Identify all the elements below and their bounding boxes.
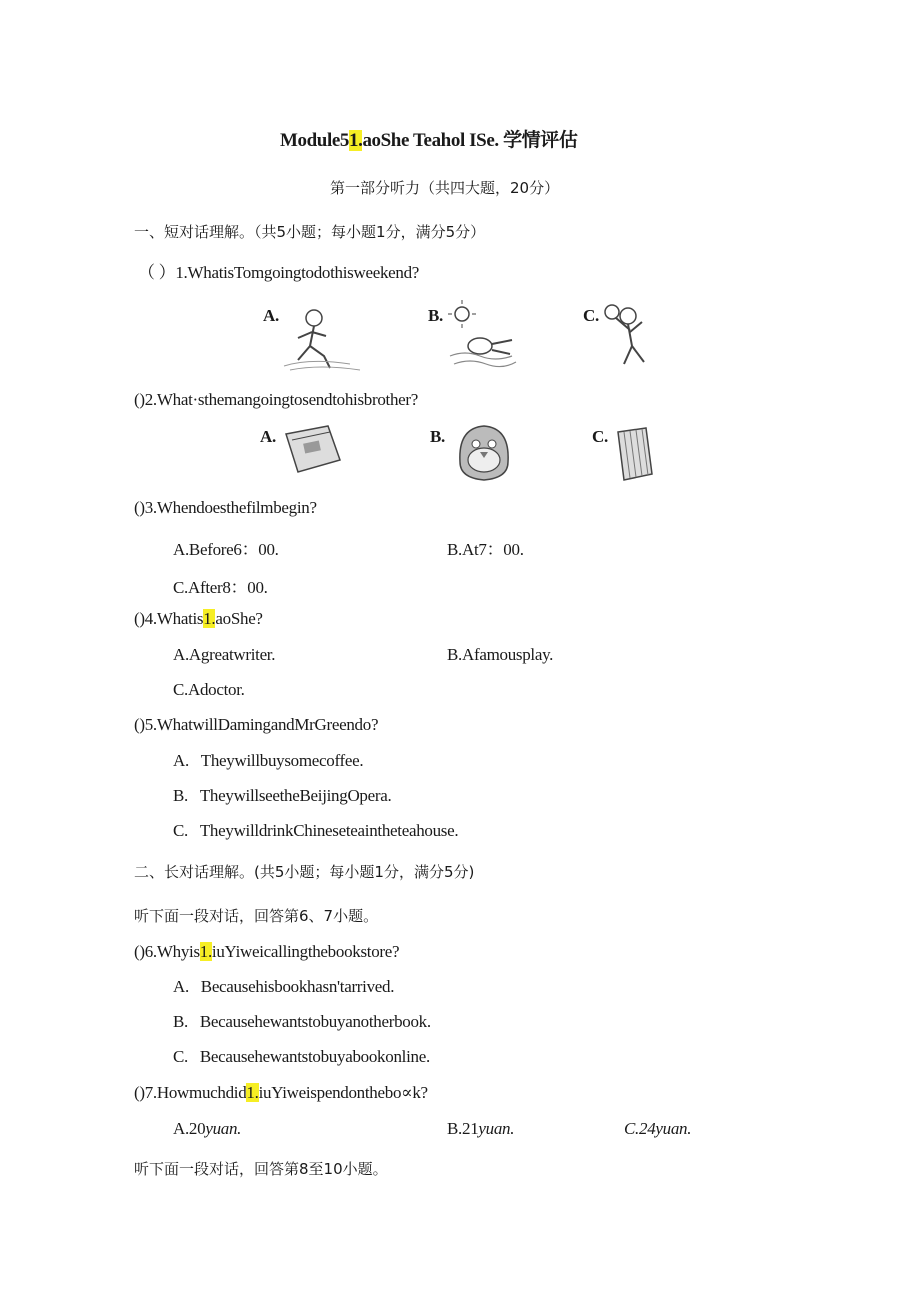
- q7-highlight: 1.: [246, 1083, 259, 1102]
- books-picture: [612, 422, 662, 482]
- q7-option-c-unit: yuan.: [655, 1119, 692, 1138]
- q1-option-b-label: B.: [428, 306, 443, 325]
- q4-suffix: aoShe?: [215, 609, 263, 628]
- question-7: [134, 1083, 428, 1103]
- running-boy-picture: [280, 304, 380, 374]
- title-prefix: Module5: [280, 130, 349, 151]
- q7-suffix: iuYiweispendonthebo∝k?: [258, 1083, 428, 1102]
- q4-option-b: B.Afamousplay.: [447, 645, 554, 664]
- question-5: ()5.WhatwillDamingandMrGreendo?: [134, 715, 379, 734]
- question-1: （ ）1.WhatisTomgoingtodothisweekend?: [138, 263, 420, 282]
- q6-option-b: B. Becausehewantstobuyanotherbook.: [173, 1012, 431, 1031]
- q5-option-b: B. TheywillseetheBeijingOpera.: [173, 786, 392, 805]
- swimming-boy-picture: [440, 300, 540, 370]
- q5-option-c: C. TheywilldrinkChineseteaintheteahouse.: [173, 821, 459, 840]
- q7-option-c: [624, 1119, 691, 1139]
- q7-option-a: [173, 1119, 241, 1139]
- q6-option-c: C. Becausehewantstobuyabookonline.: [173, 1047, 430, 1066]
- q1-option-a-label: A.: [263, 306, 279, 325]
- q4-option-a: A.Agreatwriter.: [173, 645, 276, 664]
- part-one-heading: 第一部分听力（共四大题，20分）: [330, 179, 560, 197]
- q3-option-c: C.After8：00.: [173, 578, 268, 597]
- listen-instruction-2: 听下面一段对话，回答第8至10小题。: [134, 1160, 388, 1178]
- q2-option-c-label: C.: [592, 427, 608, 446]
- q4-option-c: C.Adoctor.: [173, 680, 245, 699]
- q7-option-a-number: A.20: [173, 1119, 206, 1138]
- q7-option-b-unit: yuan.: [478, 1119, 515, 1138]
- listen-instruction-1: 听下面一段对话，回答第6、7小题。: [134, 907, 379, 925]
- question-3: ()3.Whendoesthefilmbegin?: [134, 498, 317, 517]
- q7-prefix: ()7.Howmuchdid: [134, 1083, 247, 1102]
- question-2: ()2.What·sthemangoingtosendtohisbrother?: [134, 390, 419, 409]
- q7-option-a-unit: yuan.: [205, 1119, 242, 1138]
- q4-prefix: ()4.Whatis: [134, 609, 204, 628]
- section1-heading: 一、短对话理解。（共5小题；每小题1分，满分5分）: [134, 223, 486, 241]
- q7-option-b: [447, 1119, 514, 1139]
- question-6: [134, 942, 399, 962]
- section2-heading: 二、长对话理解。(共5小题；每小题1分，满分5分): [134, 863, 475, 881]
- q7-option-c-number: C.24: [624, 1119, 656, 1138]
- q3-option-a: A.Before6：00.: [173, 540, 279, 559]
- q5-option-a: A. Theywillbuysomecoffee.: [173, 751, 364, 770]
- backpack-picture: [450, 418, 520, 482]
- q7-option-b-number: B.21: [447, 1119, 479, 1138]
- pencil-case-picture: [280, 420, 350, 480]
- q6-option-a: A. Becausehisbookhasn'tarrived.: [173, 977, 395, 996]
- q6-suffix: iuYiweicallingthebookstore?: [211, 942, 400, 961]
- q3-option-b: B.At7：00.: [447, 540, 524, 559]
- q6-highlight: 1.: [199, 942, 212, 961]
- title-highlight: 1.: [348, 130, 363, 151]
- q6-prefix: ()6.Whyis: [134, 942, 200, 961]
- page-title: [280, 125, 577, 152]
- q4-highlight: 1.: [203, 609, 216, 628]
- q2-option-b-label: B.: [430, 427, 445, 446]
- question-4: [134, 609, 263, 629]
- q1-option-c-label: C.: [583, 306, 599, 325]
- title-suffix: aoShe Teahol ISe. 学情评估: [362, 130, 578, 151]
- basketball-boy-picture: [598, 302, 678, 378]
- q2-option-a-label: A.: [260, 427, 276, 446]
